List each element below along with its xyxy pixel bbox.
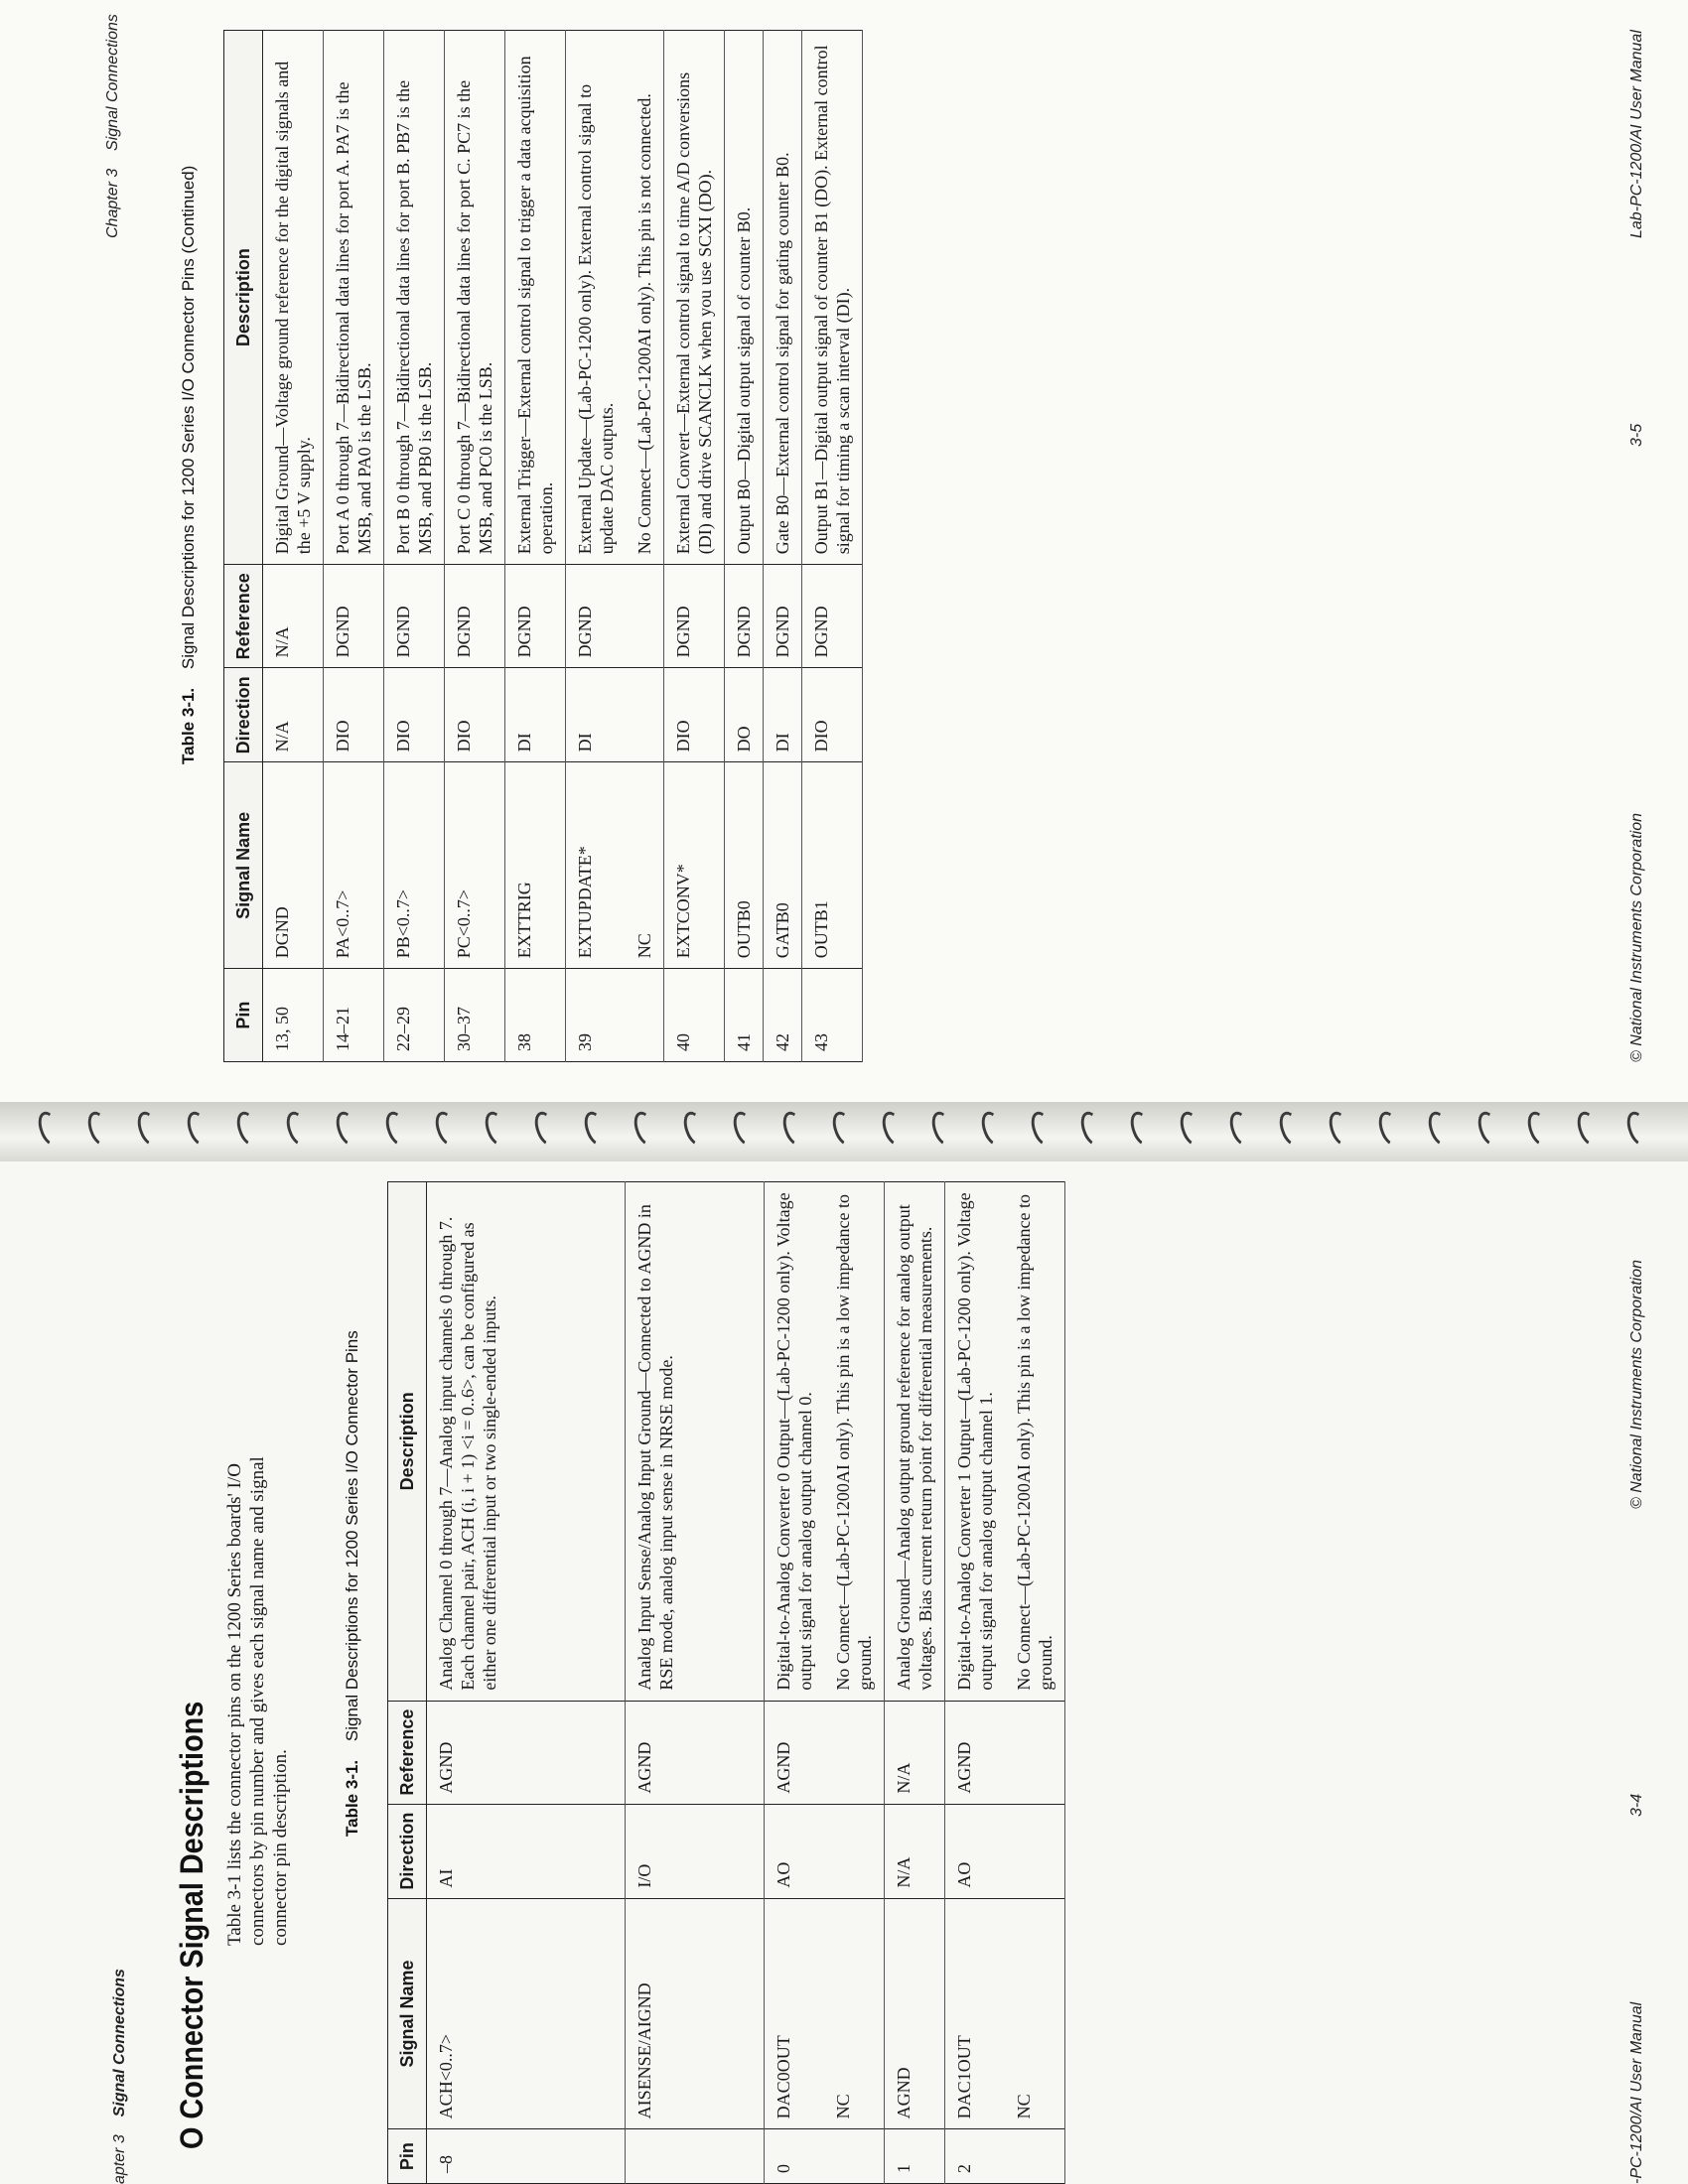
col-signal-name: Signal Name: [388, 1898, 427, 2129]
direction-cell: [1005, 1804, 1065, 1898]
left-signal-table: [387, 1181, 1065, 2184]
pin-cell: 38: [505, 969, 566, 1062]
left-table-caption: [343, 1330, 362, 1837]
description-cell: Digital-to-Analog Converter 1 Output—(Lab-PC-1200 only). Voltage output signal for analog output channel 1.: [945, 1182, 1006, 1702]
description-cell: Gate B0—External control signal for gating counter B0.: [764, 31, 802, 565]
direction-cell: [824, 1804, 885, 1898]
table-row: [324, 31, 384, 1062]
description-cell: No Connect—(Lab-PC-1200AI only). This pin is not connected.: [626, 31, 664, 565]
description-cell: Digital-to-Analog Converter 0 Output—(Lab-PC-1200 only). Voltage output signal for analog output channel 0.: [765, 1182, 825, 1702]
direction-cell: DIO: [445, 668, 505, 762]
description-cell: Output B1—Digital output signal of counter B1 (DO). External control signal for timing a scan interval (DI).: [802, 31, 863, 565]
pin-cell: –8: [427, 2129, 626, 2184]
table-row: [626, 31, 664, 1062]
table-row: [802, 31, 863, 1062]
description-cell: Port A 0 through 7—Bidirectional data lines for port A. PA7 is the MSB, and PA0 is the LSB.: [324, 31, 384, 565]
left-running-foot: [1628, 1191, 1646, 2184]
table-row: [1005, 1182, 1065, 2184]
reference-cell: AGND: [765, 1701, 825, 1804]
direction-cell: DIO: [384, 668, 445, 762]
direction-cell: DI: [505, 668, 566, 762]
left-section-label: Signal Connections: [111, 1969, 128, 2117]
table-row: [885, 1182, 945, 2184]
col-pin: Pin: [388, 2129, 427, 2184]
reference-cell: [626, 565, 664, 668]
pin-cell: 43: [802, 969, 863, 1062]
table-row: [725, 31, 764, 1062]
reference-cell: AGND: [945, 1701, 1006, 1804]
left-caption-text: Signal Descriptions for 1200 Series I/O Connector Pins: [343, 1330, 361, 1742]
direction-cell: DI: [764, 668, 802, 762]
right-caption-text: Signal Descriptions for 1200 Series I/O Connector Pins (Continued): [179, 165, 198, 670]
description-cell: Analog Ground—Analog output ground reference for analog output voltages. Bias current return point for differential measurements.: [885, 1182, 945, 1702]
right-table-caption: [179, 166, 199, 764]
left-footer-page-number: 3-4: [1628, 1793, 1645, 1817]
col-signal-name: Signal Name: [224, 762, 263, 969]
reference-cell: AGND: [427, 1701, 626, 1804]
reference-cell: DGND: [566, 565, 627, 668]
reference-cell: N/A: [885, 1701, 945, 1804]
signal-cell: PA<0..7>: [324, 762, 384, 969]
pin-cell: [626, 969, 664, 1062]
pin-cell: 13, 50: [263, 969, 324, 1062]
left-caption-label: Table 3-1.: [343, 1759, 361, 1837]
signal-cell: EXTUPDATE*: [566, 762, 627, 969]
col-direction: Direction: [224, 668, 263, 762]
signal-cell: DAC1OUT: [945, 1898, 1006, 2129]
signal-cell: NC: [1005, 1898, 1065, 2129]
signal-cell: PC<0..7>: [445, 762, 505, 969]
table-row: [626, 1182, 765, 2184]
description-cell: Port B 0 through 7—Bidirectional data lines for port B. PB7 is the MSB, and PB0 is the LSB.: [384, 31, 445, 565]
pin-cell: [824, 2129, 885, 2184]
reference-cell: DGND: [505, 565, 566, 668]
direction-cell: [626, 668, 664, 762]
description-cell: Digital Ground—Voltage ground reference for the digital signals and the +5 V supply.: [263, 31, 324, 565]
right-footer-copyright: © National Instruments Corporation: [1628, 812, 1645, 1062]
direction-cell: DIO: [324, 668, 384, 762]
description-cell: External Update—(Lab-PC-1200 only). External control signal to update DAC outputs.: [566, 31, 627, 565]
direction-cell: AO: [765, 1804, 825, 1898]
reference-cell: DGND: [445, 565, 505, 668]
table-row: [945, 1182, 1006, 2184]
table-row: [764, 31, 802, 1062]
description-cell: Output B0—Digital output signal of counter B0.: [725, 31, 764, 565]
direction-cell: AO: [945, 1804, 1006, 1898]
table-row: [566, 31, 627, 1062]
section-title: O Connector Signal Descriptions: [174, 1701, 210, 2149]
pin-cell: 42: [764, 969, 802, 1062]
signal-cell: NC: [626, 762, 664, 969]
direction-cell: AI: [427, 1804, 626, 1898]
signal-cell: GATB0: [764, 762, 802, 969]
left-running-head: [111, 1969, 129, 2184]
reference-cell: DGND: [764, 565, 802, 668]
signal-cell: NC: [824, 1898, 885, 2129]
table-row: [263, 31, 324, 1062]
signal-cell: ACH<0..7>: [427, 1898, 626, 2129]
left-footer-copyright: © National Instruments Corporation: [1628, 1259, 1645, 1509]
pin-cell: 2: [945, 2129, 1006, 2184]
reference-cell: DGND: [384, 565, 445, 668]
reference-cell: DGND: [664, 565, 725, 668]
description-cell: No Connect—(Lab-PC-1200AI only). This pin is a low impedance to ground.: [1005, 1182, 1065, 1702]
table-row: [824, 1182, 885, 2184]
direction-cell: DI: [566, 668, 627, 762]
pin-cell: 41: [725, 969, 764, 1062]
table-row: [445, 31, 505, 1062]
reference-cell: DGND: [324, 565, 384, 668]
reference-cell: N/A: [263, 565, 324, 668]
direction-cell: N/A: [263, 668, 324, 762]
description-cell: Analog Input Sense/Analog Input Ground—Connected to AGND in RSE mode, analog input sense in NRSE mode.: [626, 1182, 765, 1702]
col-description: Description: [224, 31, 263, 565]
col-pin: Pin: [224, 969, 263, 1062]
right-chapter-label: Chapter 3: [104, 168, 121, 238]
pin-cell: 14–21: [324, 969, 384, 1062]
right-running-head: [104, 14, 122, 238]
pin-cell: [626, 2129, 765, 2184]
left-chapter-label: apter 3: [111, 2134, 128, 2184]
col-reference: Reference: [388, 1701, 427, 1804]
reference-cell: AGND: [626, 1701, 765, 1804]
pin-cell: 40: [664, 969, 725, 1062]
pin-cell: 0: [765, 2129, 825, 2184]
signal-cell: AGND: [885, 1898, 945, 2129]
direction-cell: DIO: [802, 668, 863, 762]
pin-cell: 22–29: [384, 969, 445, 1062]
direction-cell: DO: [725, 668, 764, 762]
table-row: [384, 31, 445, 1062]
description-cell: External Trigger—External control signal to trigger a data acquisition operation.: [505, 31, 566, 565]
table-row: [664, 31, 725, 1062]
col-reference: Reference: [224, 565, 263, 668]
signal-cell: DGND: [263, 762, 324, 969]
description-cell: Analog Channel 0 through 7—Analog input channels 0 through 7. Each channel pair, ACH (i, i + 1) <i = 0..6>, can be configured as either one differential input or two single-ended inputs.: [427, 1182, 626, 1702]
pin-cell: [1005, 2129, 1065, 2184]
signal-cell: EXTTRIG: [505, 762, 566, 969]
col-direction: Direction: [388, 1804, 427, 1898]
direction-cell: I/O: [626, 1804, 765, 1898]
direction-cell: N/A: [885, 1804, 945, 1898]
reference-cell: [824, 1701, 885, 1804]
direction-cell: DIO: [664, 668, 725, 762]
right-footer-manual: Lab-PC-1200/AI User Manual: [1628, 30, 1645, 238]
right-caption-label: Table 3-1.: [179, 687, 198, 764]
table-row: [427, 1182, 626, 2184]
signal-cell: PB<0..7>: [384, 762, 445, 969]
left-table-header: [388, 1182, 427, 2184]
signal-cell: OUTB1: [802, 762, 863, 969]
table-row: [765, 1182, 825, 2184]
signal-cell: EXTCONV*: [664, 762, 725, 969]
col-description: Description: [388, 1182, 427, 1702]
description-cell: No Connect—(Lab-PC-1200AI only). This pin is a low impedance to ground.: [824, 1182, 885, 1702]
left-page: [0, 1161, 1688, 2184]
signal-cell: AISENSE/AIGND: [626, 1898, 765, 2129]
reference-cell: DGND: [802, 565, 863, 668]
signal-cell: DAC0OUT: [765, 1898, 825, 2129]
right-footer-page-number: 3-5: [1628, 423, 1645, 447]
reference-cell: DGND: [725, 565, 764, 668]
pin-cell: 39: [566, 969, 627, 1062]
description-cell: External Convert—External control signal to time A/D conversions (DI) and drive SCANCLK when you use SCXI (DO).: [664, 31, 725, 565]
description-cell: Port C 0 through 7—Bidirectional data lines for port C. PC7 is the MSB, and PC0 is the LSB.: [445, 31, 505, 565]
signal-cell: OUTB0: [725, 762, 764, 969]
left-footer-manual: -PC-1200/AI User Manual: [1628, 2001, 1645, 2184]
table-row: [505, 31, 566, 1062]
right-table-header: [224, 31, 263, 1062]
reference-cell: [1005, 1701, 1065, 1804]
intro-paragraph: Table 3-1 lists the connector pins on the 1200 Series boards' I/O connectors by pin number and gives each signal name and signal connector pin description.: [224, 1456, 291, 1946]
right-running-foot: [1628, 10, 1646, 1062]
right-signal-table: [223, 30, 863, 1062]
right-section-label: Signal Connections: [104, 14, 121, 151]
pin-cell: 30–37: [445, 969, 505, 1062]
pin-cell: 1: [885, 2129, 945, 2184]
